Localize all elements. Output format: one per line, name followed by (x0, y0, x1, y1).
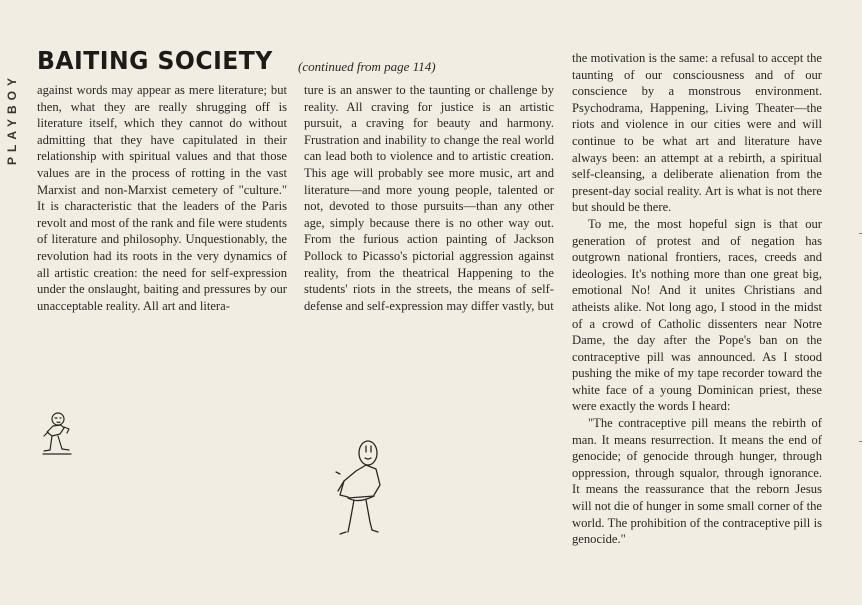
text-column-1 (37, 82, 287, 314)
paragraph: ture is an answer to the taunting or challenge by reality. All craving for justice is an artistic pursuit, a craving for beauty and harmony. Frustration and inability to change the real world can lead both to violence and to artistic creation. This age will probably see more music, art and literature—and more young people, talented or not, devoted to those pursuits—than any other age, simply because there is no other way out. From the furious action painting of Jackson Pollock to Picasso's pictorial aggression against reality, from the theatrical Happening to the students' riots in the streets, the means of self-defense and self-expression may differ vastly, but (304, 83, 554, 313)
paragraph: To me, the most hopeful sign is that our generation of protest and of negation has outgrown national frontiers, races, creeds and ideologies. It's nothing more than one great big, emotional No! And it unites Christians and atheists alike. Not long ago, I stood in the midst of a crowd of Catholic dissenters near Notre Dame, the day after the Pope's ban on the contraceptive pill was announced. As I stood pushing the mike of my tape recorder toward the white face of a young Dominican priest, these were exactly the words I heard: (572, 216, 822, 414)
cartoon-figure-small-illustration (36, 410, 76, 470)
text-column-3 (572, 50, 822, 548)
paragraph: the motivation is the same: a refusal to accept the taunting of our consciousness and of our conscience by a monstrous environment. Psychodrama, Happening, Living Theater—the riots and violence in our cities were and will continue to be what art and literature have always been: an attempt at a rebirth, a spiritual self-cleansing, a deliberate alienation from the present-day social reality. Art is what is not there but should be there. (572, 51, 822, 215)
continued-note: (continued from page 114) (298, 59, 436, 74)
text-column-2 (304, 82, 554, 314)
cartoon-figure-large-illustration (326, 438, 390, 558)
magazine-spine-label (2, 44, 22, 194)
paragraph: "The contraceptive pill means the rebirth of man. It means resurrection. It means the end of genocide; of genocide through hunger, through oppression, through squalor, through ignorance. It means the reassurance that the reborn Jesus will not die of hunger in some small corner of the world. The prohibition of the contraceptive pill is genocide." (572, 416, 822, 547)
paragraph: against words may appear as mere literature; but then, what they are really shrugging off is literature itself, which they cannot do without admitting that they have capitulated in their relationship with spiritual values and that those values are in the process of rotting in the vast Marxist and non-Marxist cemetery of "culture." It is characteristic that the leaders of the Paris revolt and most of the rank and file were students of literature and philosophy. Unquestionably, the revolution had its roots in the very dynamics of all artistic creation: the need for self-expression under the onslaught, baiting and pressures by our unacceptable reality. All art and litera- (37, 83, 287, 313)
magazine-name: PLAYBOY (5, 73, 19, 165)
article-headline: BAITING SOCIETY (37, 46, 273, 75)
